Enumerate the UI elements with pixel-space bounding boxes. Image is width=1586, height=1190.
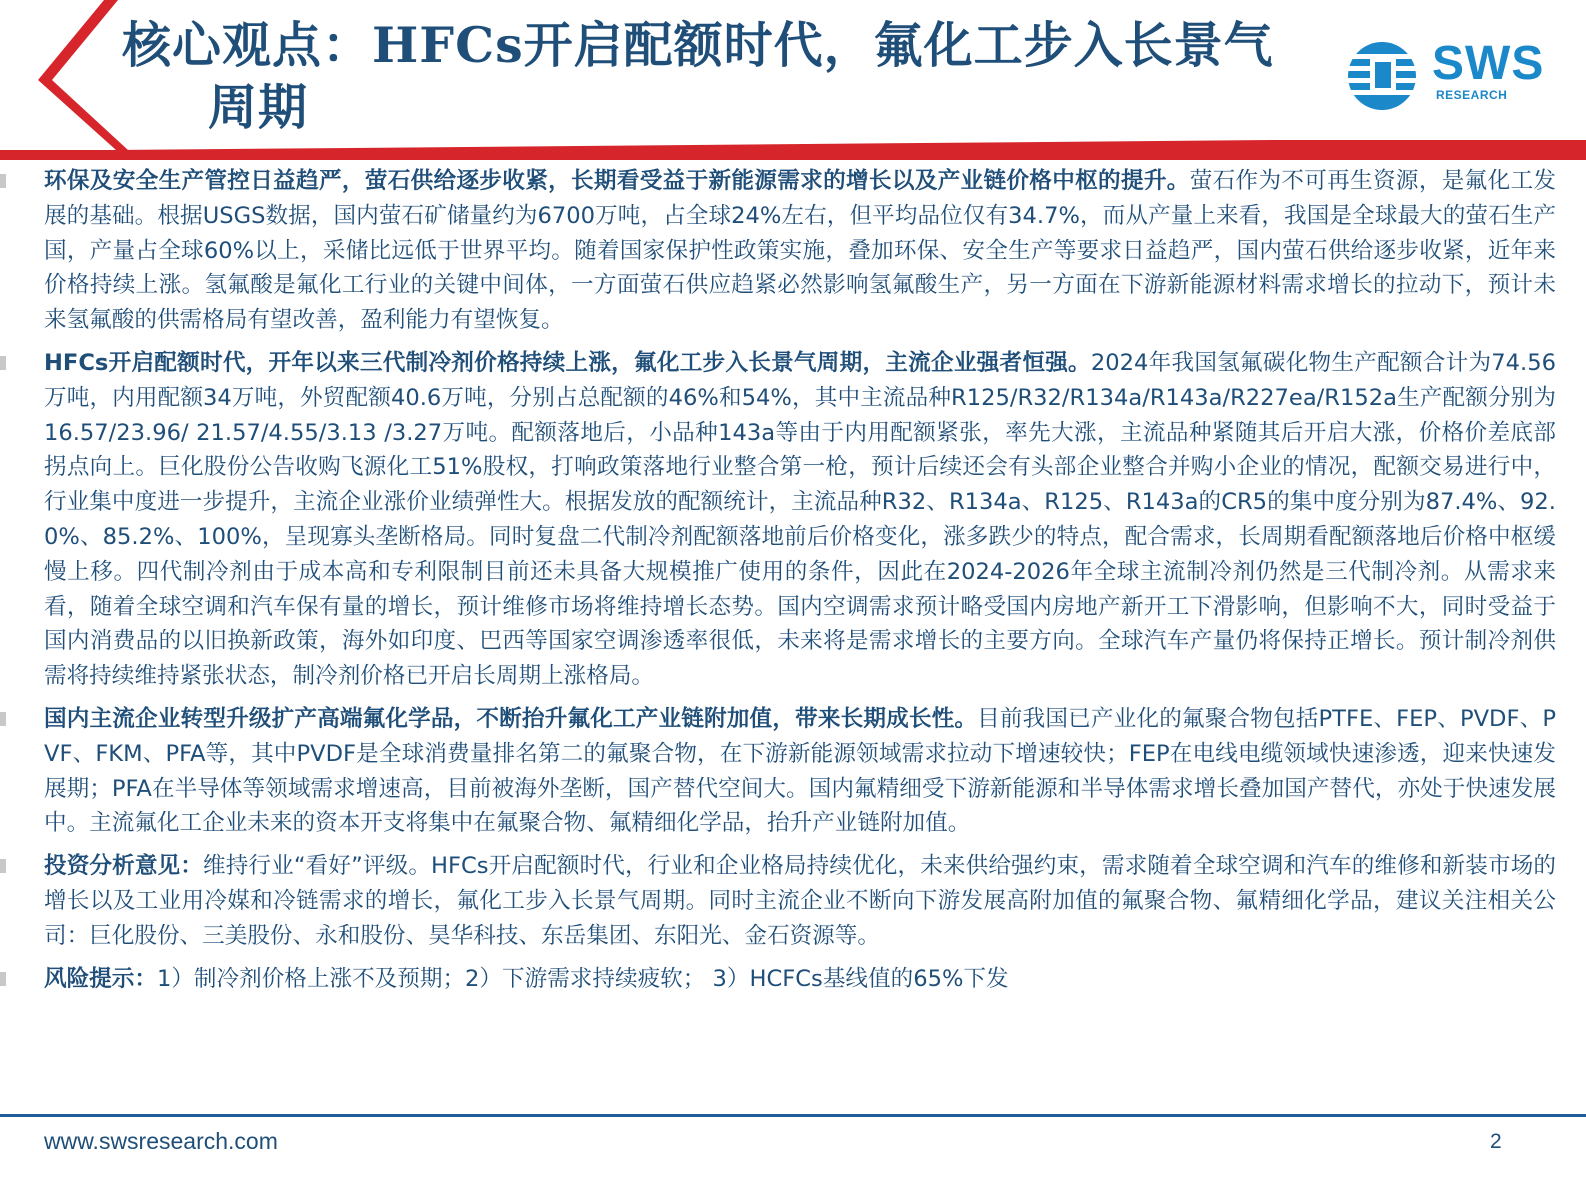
paragraph-body: 目前我国已产业化的氟聚合物包括PTFE、FEP、PVDF、PVF、FKM、PFA等，其中PVDF是全球消费量排名第二的氟聚合物，在下游新能源领域需求拉动下增速较快；FEP在电线电缆领域快速渗透，迎来快速发展期；PFA在半导体等领域需求增速高，目前被海外垄断，国产替代空间大。国内氟精细受下游新能源和半导体需求增长叠加国产替代，亦处于快速发展中。主流氟化工企业未来的资本开支将集中在氟聚合物、氟精细化学品，抬升产业链附加值。 [44,705,1556,837]
paragraph-lead: 环保及安全生产管控日益趋严，萤石供给逐步收紧，长期看受益于新能源需求的增长以及产业链价格中枢的提升。 [44,168,1190,194]
paragraph-text [44,346,1556,694]
paragraph-hfcs [0,346,1586,694]
logo-text: SWS [1432,37,1545,90]
page-number: 2 [1490,1130,1502,1153]
paragraph-fluorite [0,164,1586,338]
paragraph-fluoropolymers [0,702,1586,841]
paragraph-text [44,849,1556,953]
paragraph-lead: 风险提示： [44,965,157,992]
paragraph-lead: HFCs开启配额时代，开年以来三代制冷剂价格持续上涨，氟化工步入长景气周期，主流企业强者恒强。 [44,349,1091,376]
bullet-marker [0,972,6,986]
paragraph-text [44,164,1556,338]
header [0,0,1586,160]
paragraph-body: 萤石作为不可再生资源，是氟化工发展的基础。根据USGS数据，国内萤石矿储量约为6700万吨，占全球24%左右，但平均品位仅有34.7%，而从产量上来看，我国是全球最大的萤石生产国，产量占全球60%以上，采储比远低于世界平均。随着国家保护性政策实施，叠加环保、安全生产等要求日益趋严，国内萤石供给逐步收紧，近年来价格持续上涨。氢氟酸是氟化工行业的关键中间体，一方面萤石供应趋紧必然影响氢氟酸生产，另一方面在下游新能源材料需求增长的拉动下，预计未来氢氟酸的供需格局有望改善，盈利能力有望恢复。 [44,168,1557,334]
sws-logo [1340,36,1545,116]
footer-divider [0,1114,1586,1117]
logo-subtext: RESEARCH [1436,88,1508,102]
paragraph-investment [0,849,1586,953]
paragraph-body: 1）制冷剂价格上涨不及预期；2）下游需求持续疲软； 3）HCFCs基线值的65%下发 [156,965,1009,992]
paragraph-body: 维持行业“看好”评级。HFCs开启配额时代，行业和企业格局持续优化，未来供给强约束，需求随着全球空调和汽车的维修和新装市场的增长以及工业用冷媒和冷链需求的增长，氟化工步入长景气周期。同时主流企业不断向下游发展高附加值的氟聚合物、氟精细化学品，建议关注相关公司：巨化股份、三美股份、永和股份、昊华科技、东岳集团、东阳光、金石资源等。 [44,853,1556,949]
paragraph-body: 2024年我国氢氟碳化物生产配额合计为74.56万吨，内用配额34万吨，外贸配额40.6万吨，分别占总配额的46%和54%，其中主流品种R125/R32/R134a/R143a/R227ea/R152a生产配额分别为16.57/23.96/ 21.57/4.55/3.13 /3.27万吨。配额落地后，小品种143a等由于内用配额紧张，率先大涨，主流品种紧随其后开启大涨，价格价差底部拐点向上。巨化股份公告收购飞源化工51%股权，打响政策落地行业整合第一枪，预计后续还会有头部企业整合并购小企业的情况，配额交易进行中，行业集中度进一步提升，主流企业涨价业绩弹性大。根据发放的配额统计，主流品种R32、R134a、R125、R143a的CR5的集中度分别为87.4%、92.0%、85.2%、100%，呈现寡头垄断格局。同时复盘二代制冷剂配额落地前后价格变化，涨多跌少的特点，配合需求，长周期看配额落地后价格中枢缓慢上移。四代制冷剂由于成本高和专利限制目前还未具备大规模推广使用的条件，因此在2024-2026年全球主流制冷剂仍然是三代制冷剂。从需求来看，随着全球空调和汽车保有量的增长，预计维修市场将维持增长态势。国内空调需求预计略受国内房地产新开工下滑影响，但影响不大，同时受益于国内消费品的以旧换新政策，海外如印度、巴西等国家空调渗透率很低，未来将是需求增长的主要方向。全球汽车产量仍将保持正增长。预计制冷剂供需将持续维持紧张状态，制冷剂价格已开启长周期上涨格局。 [44,349,1556,690]
footer-url: www.swsresearch.com [44,1128,278,1154]
sws-globe-icon [1340,36,1430,116]
paragraph-text [44,962,1556,997]
bullet-marker [0,174,6,188]
header-red-band [116,140,1586,150]
main-content [0,164,1586,1004]
title-line-2: 周期 [208,78,309,136]
bullet-marker [0,356,6,370]
bullet-marker [0,712,6,726]
bullet-marker [0,859,6,873]
paragraph-lead: 投资分析意见： [44,853,203,880]
paragraph-lead: 国内主流企业转型升级扩产高端氟化学品，不断抬升氟化工产业链附加值，带来长期成长性。 [44,705,978,732]
page-title [122,14,1337,138]
paragraph-text [44,702,1556,841]
paragraph-risk [0,962,1586,997]
title-line-1: 核心观点：HFCs开启配额时代，氟化工步入长景气 [122,16,1274,74]
